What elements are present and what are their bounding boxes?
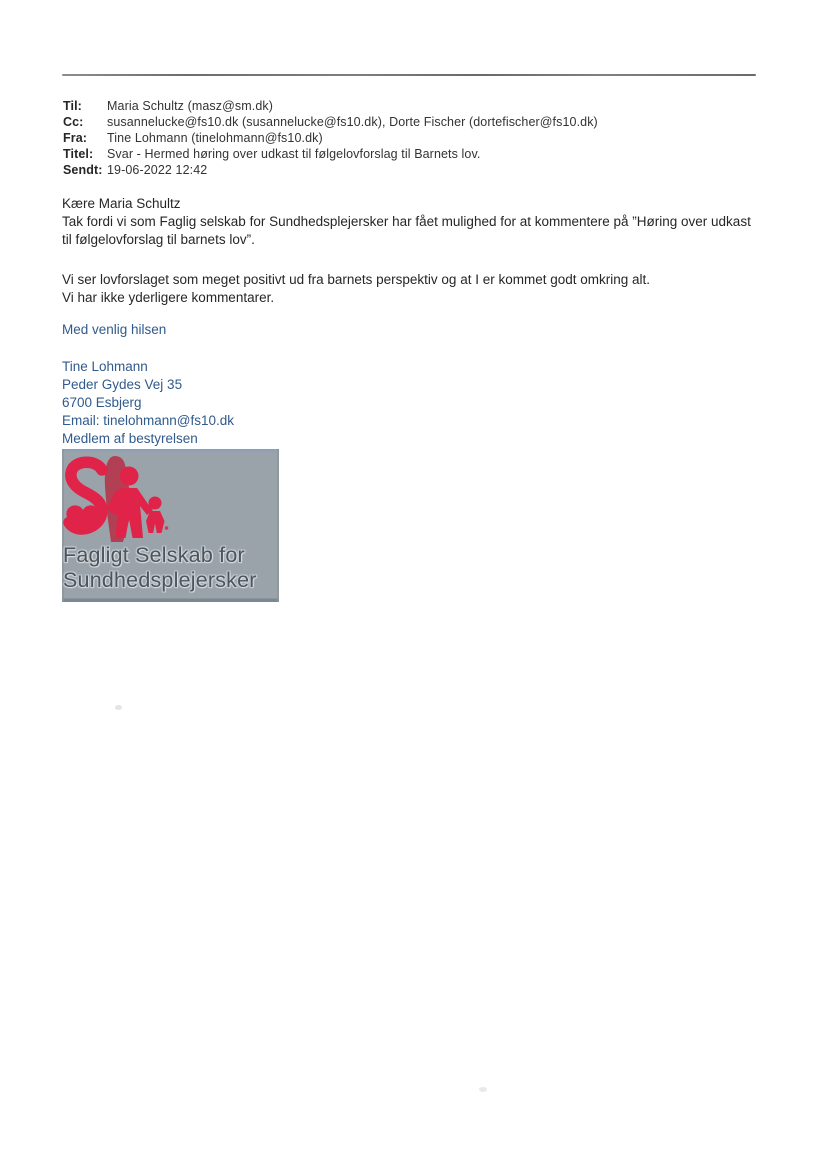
email-field-titel bbox=[63, 146, 598, 162]
body-line: Tak fordi vi som Faglig selskab for Sundhedsplejersker har fået mulighed for at kommentere på ”Høring over udkast bbox=[62, 214, 751, 229]
field-label-sendt: Sendt: bbox=[63, 163, 103, 178]
signature-email: Email: tinelohmann@fs10.dk bbox=[62, 413, 235, 428]
closing-line: Med venlig hilsen bbox=[62, 322, 167, 337]
signature-city: 6700 Esbjerg bbox=[62, 395, 142, 410]
email-header bbox=[63, 98, 598, 178]
email-field-cc bbox=[63, 114, 598, 130]
field-value-til: Maria Schultz (masz@sm.dk) bbox=[107, 99, 274, 113]
greeting-line: Kære Maria Schultz bbox=[62, 196, 181, 211]
signature-name: Tine Lohmann bbox=[62, 359, 148, 374]
field-value-fra: Tine Lohmann (tinelohmann@fs10.dk) bbox=[107, 131, 323, 146]
signature-street: Peder Gydes Vej 35 bbox=[62, 377, 183, 392]
field-label-til: Til: bbox=[63, 99, 82, 113]
body-line: Vi ser lovforslaget som meget positivt ud fra barnets perspektiv og at I er kommet godt omkring alt. bbox=[62, 272, 651, 287]
header-divider bbox=[62, 74, 756, 76]
logo-caption-line2: Sundhedsplejersker bbox=[63, 568, 257, 592]
logo-caption-line1: Fagligt Selskab for bbox=[63, 543, 245, 567]
organization-logo bbox=[62, 449, 279, 602]
field-value-sendt: 19-06-2022 12:42 bbox=[107, 163, 208, 178]
field-label-titel: Titel: bbox=[63, 147, 94, 162]
body-line: til følgelovforslag til barnets lov”. bbox=[62, 232, 255, 247]
logo-caption bbox=[63, 543, 257, 593]
body-line: Vi har ikke yderligere kommentarer. bbox=[62, 290, 275, 305]
email-body-paragraph-1 bbox=[62, 195, 751, 249]
email-body-paragraph-2 bbox=[62, 271, 650, 307]
email-field-fra bbox=[63, 130, 598, 146]
field-label-cc: Cc: bbox=[63, 115, 84, 130]
field-value-titel: Svar - Hermed høring over udkast til følgelovforslag til Barnets lov. bbox=[107, 147, 481, 162]
field-value-cc: susannelucke@fs10.dk (susannelucke@fs10.dk), Dorte Fischer (dortefischer@fs10.dk) bbox=[107, 115, 598, 130]
scan-artifact bbox=[115, 705, 122, 710]
signature-closing bbox=[62, 321, 166, 339]
email-field-til bbox=[63, 98, 598, 114]
scan-artifact bbox=[479, 1087, 487, 1092]
signature-block bbox=[62, 358, 234, 448]
signature-role: Medlem af bestyrelsen bbox=[62, 431, 198, 446]
field-label-fra: Fra: bbox=[63, 131, 88, 146]
email-field-sendt bbox=[63, 162, 598, 178]
